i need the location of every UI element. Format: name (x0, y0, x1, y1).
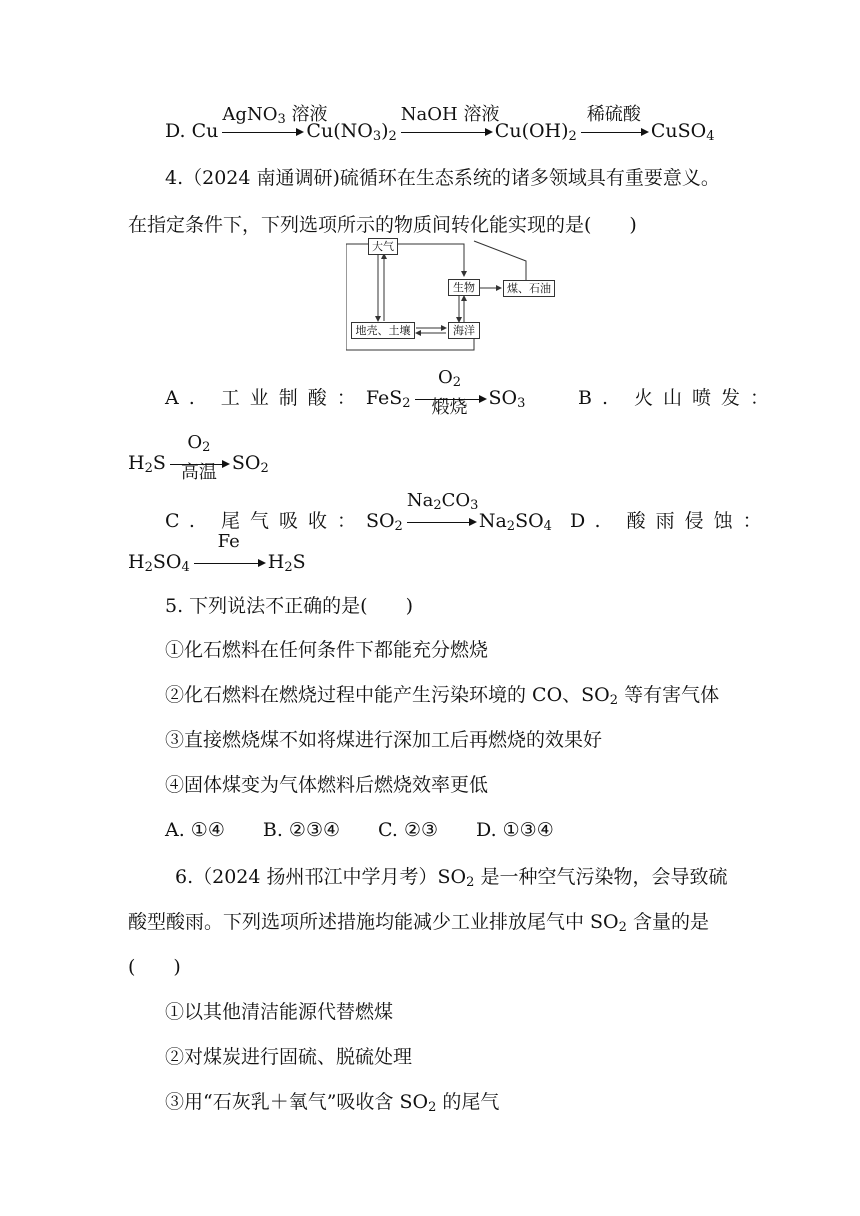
arrow-h2so4: 稀硫酸 (581, 120, 647, 142)
q4-option-c: C. 尾气吸收：$SO_2$ $Na_2CO_3$ $Na_2SO_4$ (165, 490, 552, 534)
arrow-d: Fe (194, 551, 264, 573)
node-atmosphere: 大气 (368, 238, 398, 255)
node-ocean: 海洋 (448, 322, 480, 339)
arrow-agno3: AgNO$_3$ 溶液 (222, 120, 302, 142)
node-crust-soil: 地壳、土壤 (351, 322, 415, 339)
arrow-a: $O_2$ 煅烧 (415, 387, 485, 409)
arrow-b: $O_2$ 高温 (170, 452, 228, 474)
q6-line2: 酸型酸雨。下列选项所述措施均能减少工业排放尾气中 $SO_2$ 含量的是 (128, 911, 709, 935)
q6-measure-1: ①以其他清洁能源代替燃煤 (165, 1001, 394, 1023)
q4-option-a: A. 工业制酸：FeS$_2$ $O_2$ 煅烧 $SO_3$ (165, 367, 526, 418)
q4-option-d: $H_2SO_4$ Fe $H_2S$ (128, 531, 306, 575)
q6-measure-3: ③用“石灰乳＋氧气”吸收含 $SO_2$ 的尾气 (165, 1091, 500, 1115)
q6-measure-2: ②对煤炭进行固硫、脱硫处理 (165, 1046, 413, 1068)
sulfur-cycle-diagram (346, 236, 551, 354)
arrow-c: $Na_2CO_3$ (407, 510, 475, 532)
q5-statement-4: ④固体煤变为气体燃料后燃烧效率更低 (165, 774, 489, 796)
q4-option-b-label: B. 火山喷发： (578, 387, 780, 409)
q5-statement-3: ③直接燃烧煤不如将煤进行深加工后再燃烧的效果好 (165, 729, 603, 751)
q4-option-b: $H_2S$ $O_2$ 高温 $SO_2$ (128, 432, 269, 483)
node-organism: 生物 (448, 279, 480, 296)
q4-line2: 在指定条件下，下列选项所示的物质间转化能实现的是( ) (128, 214, 637, 236)
q6-line1: 6.（2024 扬州邗江中学月考）$SO_2$ 是一种空气污染物，会导致硫 (175, 866, 728, 890)
q4-line1: 4.（2024 南通调研)硫循环在生态系统的诸多领域具有重要意义。 (165, 167, 720, 189)
q5-statement-2: ②化石燃料在燃烧过程中能产生污染环境的 CO、$SO_2$ 等有害气体 (165, 684, 720, 708)
option-d-prev: D. Cu AgNO$_3$ 溶液 $Cu(NO_3)_2$ NaOH 溶液 $Cu(OH)_2$ 稀硫酸 CuSO$_4$ (165, 104, 715, 144)
q5-options: A. ①④ B. ②③④ C. ②③ D. ①③④ (165, 819, 554, 841)
node-coal-oil: 煤、石油 (503, 280, 555, 297)
q4-option-d-label: D. 酸雨侵蚀： (570, 510, 772, 532)
arrow-naoh: NaOH 溶液 (401, 120, 491, 142)
q6-line3: ( ) (128, 956, 181, 978)
q5-statement-1: ①化石燃料在任何条件下都能充分燃烧 (165, 639, 489, 661)
q5-stem: 5. 下列说法不正确的是( ) (165, 595, 413, 617)
